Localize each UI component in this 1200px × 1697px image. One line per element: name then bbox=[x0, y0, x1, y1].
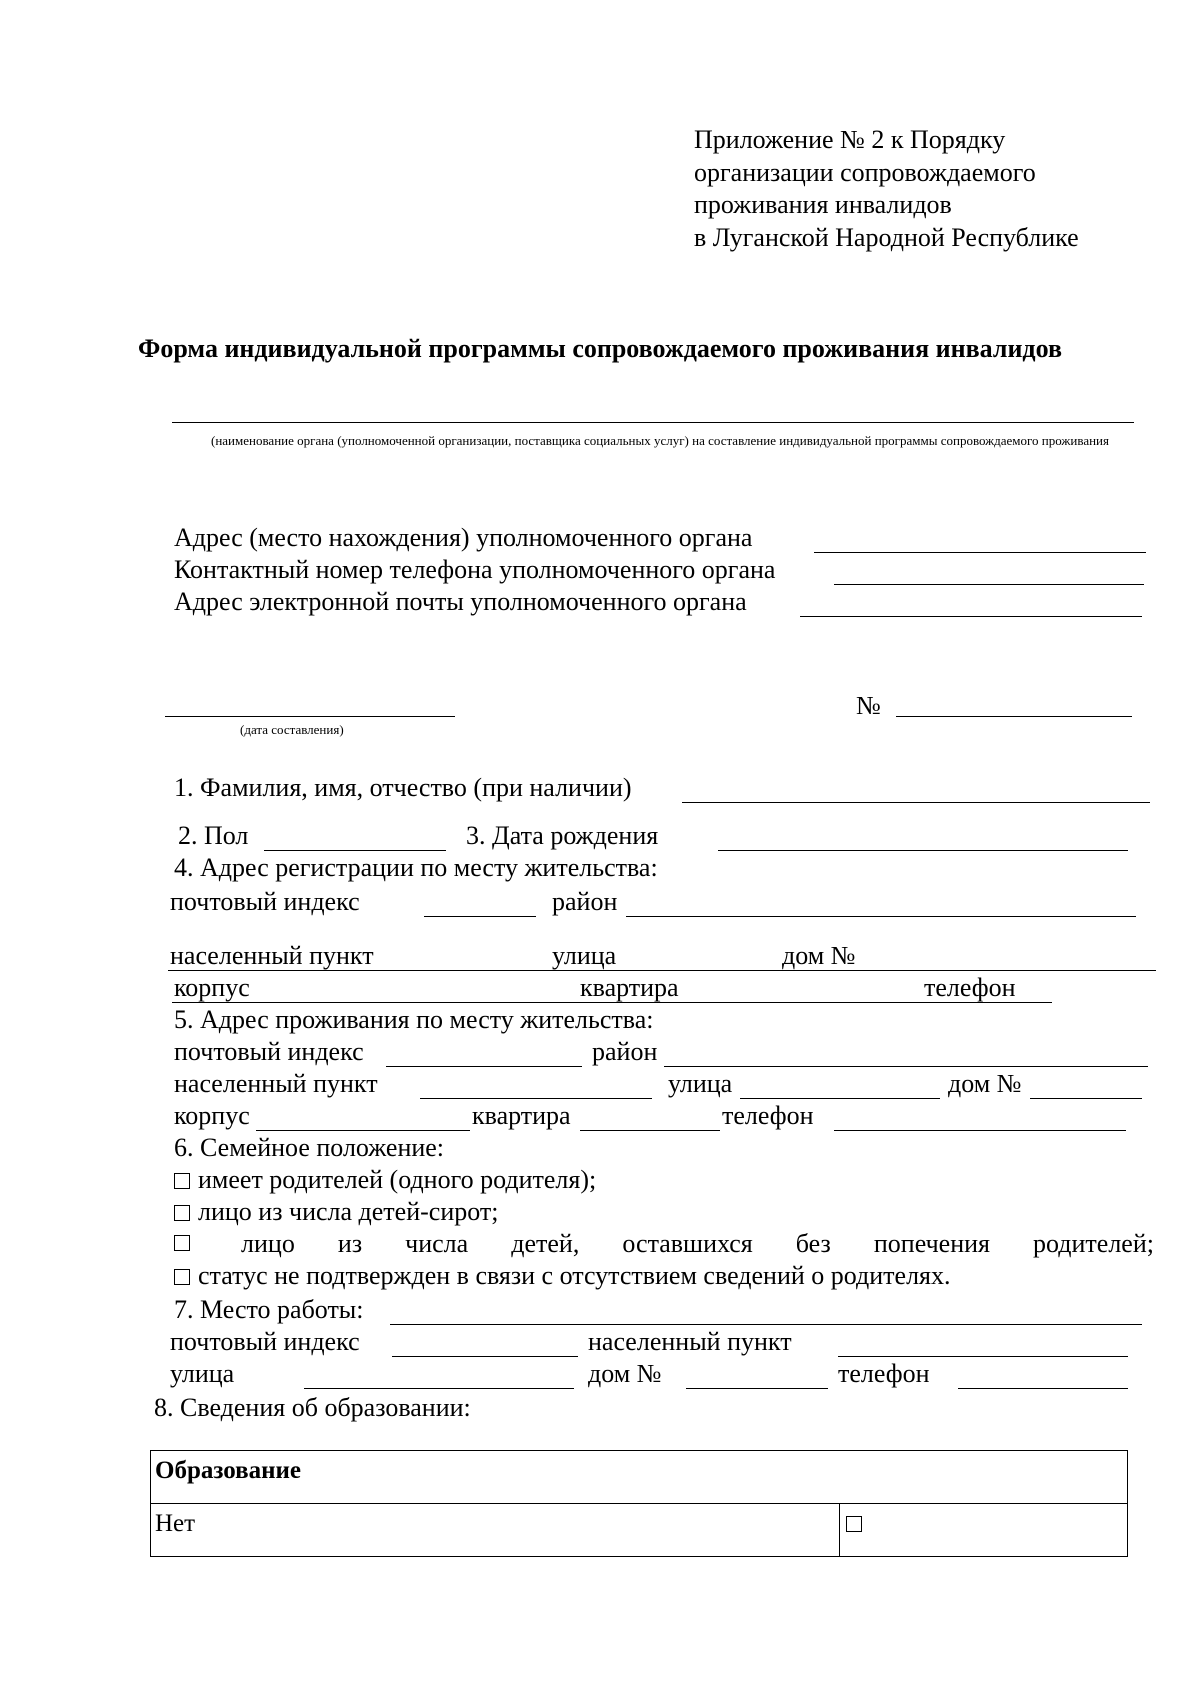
reg-settlement-label: населенный пункт bbox=[170, 941, 374, 970]
appendix-line-3: проживания инвалидов bbox=[694, 190, 952, 219]
education-table-header: Образование bbox=[151, 1451, 1128, 1504]
checkbox-icon[interactable] bbox=[846, 1516, 862, 1532]
family-option-unconfirmed[interactable]: статус не подтвержден в связи с отсутствием сведений о родителях. bbox=[174, 1260, 951, 1292]
sex-label: 2. Пол bbox=[178, 821, 249, 850]
checkbox-icon[interactable] bbox=[174, 1205, 190, 1221]
education-row-check-cell[interactable] bbox=[840, 1504, 1128, 1557]
work-field[interactable] bbox=[390, 1324, 1142, 1325]
appendix-line-2: организации сопровождаемого bbox=[694, 157, 1036, 187]
live-house-field[interactable] bbox=[1030, 1098, 1142, 1099]
live-phone-label: телефон bbox=[722, 1101, 814, 1130]
reg-building-label: корпус bbox=[174, 973, 250, 1002]
email-label: Адрес электронной почты уполномоченного органа bbox=[174, 587, 747, 616]
appendix-line-1: Приложение № 2 к Порядку bbox=[694, 125, 1006, 154]
phone-field[interactable] bbox=[834, 584, 1144, 585]
work-postal-label: почтовый индекс bbox=[170, 1327, 360, 1356]
appendix-line-4: в Луганской Народной Республике bbox=[694, 222, 1079, 252]
work-phone-field[interactable] bbox=[958, 1388, 1128, 1389]
live-postal-label: почтовый индекс bbox=[174, 1037, 364, 1066]
reg-settlement-street-house-field[interactable] bbox=[168, 970, 1156, 971]
work-street-field[interactable] bbox=[304, 1388, 574, 1389]
date-field[interactable] bbox=[165, 716, 455, 717]
work-street-label: улица bbox=[170, 1359, 235, 1388]
fio-label: 1. Фамилия, имя, отчество (при наличии) bbox=[174, 773, 632, 802]
family-option-no-care[interactable]: лицо из числа детей, оставшихся без попечения родителей; bbox=[174, 1228, 1154, 1260]
live-apartment-field[interactable] bbox=[580, 1130, 720, 1131]
live-settlement-label: населенный пункт bbox=[174, 1069, 378, 1098]
appendix-note bbox=[694, 124, 1079, 254]
reg-address-header: 4. Адрес регистрации по месту жительства: bbox=[174, 853, 658, 882]
reg-building-apartment-phone-field[interactable] bbox=[172, 1002, 1052, 1003]
reg-district-label: район bbox=[552, 887, 618, 916]
education-row-label: Нет bbox=[151, 1504, 840, 1557]
number-label: № bbox=[856, 691, 881, 720]
reg-apartment-label: квартира bbox=[580, 973, 679, 1002]
education-header: 8. Сведения об образовании: bbox=[154, 1393, 471, 1422]
live-street-field[interactable] bbox=[740, 1098, 940, 1099]
address-label: Адрес (место нахождения) уполномоченного органа bbox=[174, 523, 753, 552]
live-district-field[interactable] bbox=[664, 1066, 1148, 1067]
work-header: 7. Место работы: bbox=[174, 1295, 364, 1324]
address-field[interactable] bbox=[814, 552, 1146, 553]
email-field[interactable] bbox=[800, 616, 1142, 617]
form-title: Форма индивидуальной программы сопровождаемого проживания инвалидов bbox=[138, 334, 1062, 363]
reg-street-label: улица bbox=[552, 941, 617, 970]
checkbox-icon[interactable] bbox=[174, 1173, 190, 1189]
work-settlement-label: населенный пункт bbox=[588, 1327, 792, 1356]
work-phone-label: телефон bbox=[838, 1359, 930, 1388]
org-name-caption: (наименование органа (уполномоченной организации, поставщика социальных услуг) на составление индивидуальной программы сопровождаемого проживания bbox=[210, 433, 1109, 448]
live-street-label: улица bbox=[668, 1069, 733, 1098]
work-house-label: дом № bbox=[588, 1359, 662, 1388]
table-row bbox=[151, 1504, 1128, 1557]
birth-field[interactable] bbox=[718, 850, 1128, 851]
live-district-label: район bbox=[592, 1037, 658, 1066]
live-postal-field[interactable] bbox=[386, 1066, 582, 1067]
reg-district-field[interactable] bbox=[626, 916, 1136, 917]
reg-postal-label: почтовый индекс bbox=[170, 887, 360, 916]
family-option-parents[interactable]: имеет родителей (одного родителя); bbox=[174, 1164, 596, 1196]
family-header: 6. Семейное положение: bbox=[174, 1133, 445, 1162]
family-option-orphan[interactable]: лицо из числа детей-сирот; bbox=[174, 1196, 498, 1228]
reg-house-label: дом № bbox=[782, 941, 856, 970]
checkbox-icon[interactable] bbox=[174, 1235, 190, 1251]
org-name-field[interactable] bbox=[172, 422, 1134, 423]
live-phone-field[interactable] bbox=[834, 1130, 1126, 1131]
checkbox-icon[interactable] bbox=[174, 1269, 190, 1285]
reg-postal-field[interactable] bbox=[424, 916, 536, 917]
number-field[interactable] bbox=[896, 716, 1132, 717]
work-house-field[interactable] bbox=[686, 1388, 828, 1389]
fio-field[interactable] bbox=[682, 802, 1150, 803]
live-house-label: дом № bbox=[948, 1069, 1022, 1098]
education-table bbox=[150, 1450, 1128, 1557]
work-settlement-field[interactable] bbox=[838, 1356, 1128, 1357]
live-building-field[interactable] bbox=[256, 1130, 470, 1131]
phone-label: Контактный номер телефона уполномоченного органа bbox=[174, 555, 776, 584]
birth-label: 3. Дата рождения bbox=[466, 821, 659, 850]
live-address-header: 5. Адрес проживания по месту жительства: bbox=[174, 1005, 654, 1034]
live-settlement-field[interactable] bbox=[420, 1098, 652, 1099]
live-apartment-label: квартира bbox=[472, 1101, 571, 1130]
work-postal-field[interactable] bbox=[392, 1356, 578, 1357]
reg-phone-label: телефон bbox=[924, 973, 1016, 1002]
sex-field[interactable] bbox=[264, 850, 446, 851]
live-building-label: корпус bbox=[174, 1101, 250, 1130]
date-caption: (дата составления) bbox=[240, 722, 344, 737]
